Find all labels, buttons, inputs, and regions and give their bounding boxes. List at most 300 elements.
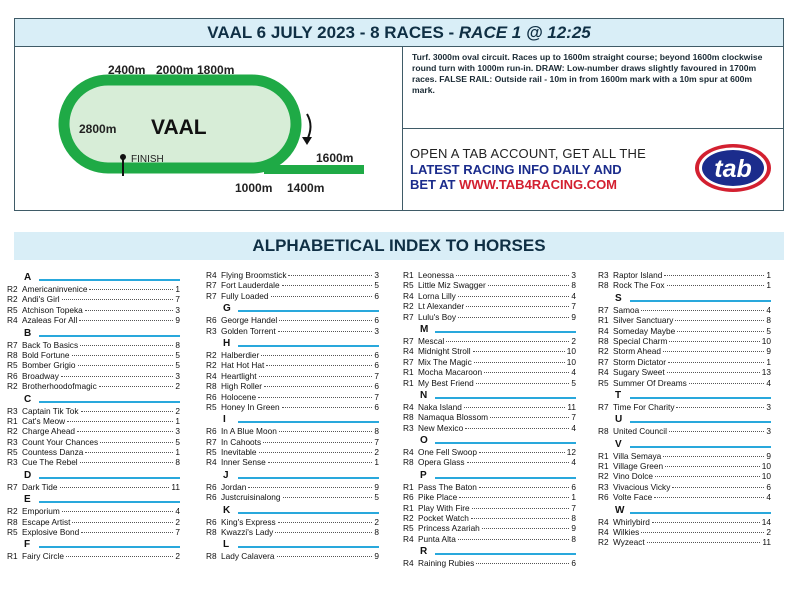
horse-number: 10 — [761, 461, 771, 472]
dot-leader — [667, 285, 765, 286]
index-title: ALPHABETICAL INDEX TO HORSES — [14, 232, 784, 260]
race-number: R6 — [206, 426, 217, 437]
tab-logo[interactable] — [693, 142, 773, 194]
race-number: R8 — [598, 426, 609, 437]
dot-leader — [259, 376, 373, 377]
horse-number: 9 — [374, 551, 379, 562]
dot-leader — [275, 532, 372, 533]
race-number: R8 — [403, 412, 414, 423]
tab-logo-text: tab — [714, 155, 752, 183]
dot-leader — [456, 275, 569, 276]
race-number: R5 — [206, 401, 217, 412]
letter-label: J — [223, 469, 229, 481]
dot-leader — [675, 320, 764, 321]
label-1600m: 1600m — [316, 151, 354, 165]
promo-url[interactable]: WWW.TAB4RACING.COM — [459, 177, 618, 192]
letter-divider — [630, 446, 771, 448]
race-number: R3 — [7, 436, 18, 447]
horse-entry — [598, 326, 771, 336]
dot-leader — [80, 345, 173, 346]
horse-number: 8 — [571, 513, 576, 524]
race-number: R4 — [206, 270, 217, 280]
dot-leader — [664, 275, 764, 276]
letter-label: R — [420, 546, 428, 558]
horse-number: 4 — [766, 304, 771, 315]
horse-entry — [598, 482, 771, 492]
horse-entry — [403, 523, 576, 533]
horse-name: Mix The Magic — [418, 356, 472, 367]
horse-entry — [403, 336, 576, 346]
letter-heading — [403, 435, 576, 446]
race-number: R8 — [7, 516, 18, 527]
horse-number: 5 — [766, 325, 771, 336]
horse-entry — [598, 461, 771, 471]
dot-leader — [282, 285, 373, 286]
horse-number: 14 — [761, 516, 771, 527]
dot-leader — [79, 320, 173, 321]
race-number: R5 — [598, 377, 609, 388]
race-number: R7 — [206, 290, 217, 301]
race-number: R1 — [7, 415, 18, 426]
letter-heading — [7, 539, 180, 550]
race-number: R3 — [7, 405, 18, 416]
horse-number: 2 — [175, 516, 180, 527]
horse-name: Cue The Rebel — [22, 457, 78, 468]
horse-entry — [403, 534, 576, 544]
dot-leader — [466, 306, 569, 307]
horse-number: 5 — [571, 377, 576, 388]
dot-leader — [278, 331, 373, 332]
dot-leader — [81, 532, 173, 533]
dot-leader — [263, 442, 372, 443]
horse-number: 6 — [374, 381, 379, 392]
letter-label: E — [24, 494, 31, 506]
letter-heading — [7, 394, 180, 405]
letter-divider — [630, 300, 771, 302]
letter-heading — [403, 390, 576, 401]
horse-entry — [403, 513, 576, 523]
race-number: R8 — [206, 381, 217, 392]
horse-entry — [206, 360, 379, 370]
horse-name: Vino Dolce — [613, 471, 653, 482]
letter-heading — [206, 470, 379, 481]
horse-entry — [7, 371, 180, 381]
horse-entry — [7, 426, 180, 436]
letter-divider — [630, 512, 771, 514]
letter-label: P — [420, 469, 427, 481]
letter-divider — [630, 397, 771, 399]
dot-leader — [472, 508, 570, 509]
dot-leader — [258, 397, 372, 398]
horse-name: Whirlybird — [613, 516, 650, 527]
dot-leader — [482, 528, 570, 529]
index-column-4 — [598, 270, 771, 548]
horse-entry — [403, 270, 576, 280]
horse-name: In Cahoots — [221, 436, 262, 447]
letter-heading — [598, 293, 771, 304]
label-2400m: 2400m — [108, 63, 146, 77]
dot-leader — [465, 428, 569, 429]
race-number: R5 — [7, 527, 18, 538]
horse-number: 1 — [571, 492, 576, 503]
horse-number: 9 — [571, 311, 576, 322]
race-number: R2 — [7, 294, 18, 305]
dot-leader — [476, 563, 569, 564]
horse-name: Inner Sense — [221, 457, 266, 468]
horse-name: Storm Ahead — [613, 346, 661, 357]
race-number: R6 — [403, 492, 414, 503]
horse-name: Fully Loaded — [221, 290, 269, 301]
horse-entry — [598, 270, 771, 280]
horse-entry — [403, 346, 576, 356]
horse-name: Someday Maybe — [613, 325, 676, 336]
horse-number: 5 — [175, 349, 180, 360]
letter-heading — [206, 303, 379, 314]
letter-divider — [435, 442, 576, 444]
letter-divider — [39, 279, 180, 281]
horse-entry — [7, 447, 180, 457]
horse-name: Play With Fire — [418, 502, 470, 513]
letter-label: V — [615, 438, 622, 450]
dot-leader — [277, 556, 373, 557]
dot-leader — [85, 452, 173, 453]
letter-label: K — [223, 504, 231, 516]
horse-name: High Roller — [221, 381, 263, 392]
horse-name: Explosive Bond — [22, 527, 80, 538]
horse-name: Count Your Chances — [22, 436, 99, 447]
horse-entry — [206, 381, 379, 391]
dot-leader — [458, 539, 570, 540]
letter-label: H — [223, 337, 231, 349]
dot-leader — [268, 462, 373, 463]
horse-name: Rock The Fox — [613, 280, 665, 291]
race-number: R4 — [206, 370, 217, 381]
horse-name: Punta Alta — [418, 533, 456, 544]
race-number: R4 — [403, 290, 414, 301]
letter-label: D — [24, 469, 32, 481]
horse-entry — [7, 482, 180, 492]
race-number: R4 — [598, 516, 609, 527]
horse-entry — [7, 437, 180, 447]
race-number: R1 — [7, 551, 18, 562]
horse-entry — [206, 392, 379, 402]
race-number: R6 — [598, 492, 609, 503]
label-1000m: 1000m — [235, 181, 273, 195]
horse-number: 3 — [571, 270, 576, 280]
horse-entry — [598, 517, 771, 527]
horse-name: Americaninvenice — [22, 284, 88, 294]
index-column-2 — [206, 270, 379, 562]
letter-divider — [39, 401, 180, 403]
horse-number: 2 — [766, 527, 771, 538]
race-number: R8 — [206, 551, 217, 562]
race-number: R6 — [206, 481, 217, 492]
horse-entry — [7, 527, 180, 537]
horse-name: Villa Semaya — [613, 450, 662, 461]
letter-label: W — [615, 504, 625, 516]
horse-name: Wilkies — [613, 527, 640, 538]
horse-name: Midnight Stroll — [418, 346, 471, 357]
direction-arrow — [307, 114, 311, 140]
horse-number: 10 — [761, 471, 771, 482]
horse-entry — [7, 360, 180, 370]
horse-entry — [403, 492, 576, 502]
horse-entry — [206, 426, 379, 436]
horse-name: King's Express — [221, 516, 276, 527]
race-number: R8 — [598, 335, 609, 346]
race-number: R2 — [206, 360, 217, 371]
label-2000m: 2000m — [156, 63, 194, 77]
horse-name: Escape Artist — [22, 516, 71, 527]
race-number: R6 — [7, 370, 18, 381]
horse-number: 6 — [374, 349, 379, 360]
horse-number: 5 — [374, 492, 379, 503]
horse-name: Pocket Watch — [418, 513, 469, 524]
horse-entry — [206, 371, 379, 381]
letter-divider — [238, 345, 379, 347]
horse-name: Little Miz Swagger — [418, 280, 486, 291]
dot-leader — [80, 462, 174, 463]
horse-number: 11 — [567, 401, 576, 412]
dot-leader — [282, 407, 373, 408]
horse-entry — [206, 457, 379, 467]
horse-number: 2 — [175, 381, 180, 392]
dot-leader — [689, 383, 765, 384]
horse-number: 8 — [374, 527, 379, 538]
horse-number: 6 — [374, 290, 379, 301]
letter-divider — [39, 546, 180, 548]
letter-heading — [206, 414, 379, 425]
race-number: R8 — [403, 457, 414, 468]
race-number: R5 — [403, 523, 414, 534]
horse-name: Pass The Baton — [418, 481, 477, 492]
track-name: VAAL — [151, 116, 207, 139]
horse-number: 10 — [761, 335, 771, 346]
horse-name: Samoa — [613, 304, 640, 315]
dot-leader — [279, 320, 372, 321]
dot-leader — [278, 522, 373, 523]
letter-heading — [598, 414, 771, 425]
horse-number: 7 — [571, 301, 576, 312]
horse-number: 6 — [571, 558, 576, 569]
letter-divider — [435, 477, 576, 479]
horse-name: Golden Torrent — [221, 325, 276, 336]
horse-name: Broadway — [22, 370, 59, 381]
horse-name: Cat's Meow — [22, 415, 66, 426]
horse-entry — [206, 315, 379, 325]
letter-label: N — [420, 389, 428, 401]
dot-leader — [654, 497, 764, 498]
race-number: R5 — [206, 447, 217, 458]
letter-label: B — [24, 327, 32, 339]
horse-number: 6 — [766, 481, 771, 492]
horse-name: One Fell Swoop — [418, 447, 478, 458]
horse-number: 9 — [766, 450, 771, 461]
horse-number: 7 — [374, 436, 379, 447]
label-1400m: 1400m — [287, 181, 325, 195]
horse-number: 11 — [171, 481, 180, 492]
race-number: R1 — [598, 450, 609, 461]
horse-name: Leonessa — [418, 270, 454, 280]
horse-entry — [598, 492, 771, 502]
horse-entry — [403, 312, 576, 322]
race-number: R2 — [7, 426, 18, 437]
dot-leader — [667, 372, 760, 373]
race-number: R1 — [403, 270, 414, 280]
horse-name: Naka Island — [418, 401, 462, 412]
horse-name: Atchison Topeka — [22, 304, 83, 315]
letter-heading — [206, 539, 379, 550]
dot-leader — [677, 331, 764, 332]
dot-leader — [261, 355, 372, 356]
race-number: R4 — [403, 447, 414, 458]
horse-entry — [598, 378, 771, 388]
horse-number: 3 — [766, 401, 771, 412]
horse-entry — [206, 437, 379, 447]
letter-divider — [238, 310, 379, 312]
race-number: R6 — [206, 516, 217, 527]
race-number: R4 — [598, 325, 609, 336]
dot-leader — [672, 487, 764, 488]
dot-leader — [99, 386, 174, 387]
horse-number: 2 — [374, 516, 379, 527]
horse-number: 8 — [175, 457, 180, 468]
horse-number: 3 — [175, 426, 180, 437]
horse-number: 1 — [175, 447, 180, 458]
dot-leader — [479, 487, 569, 488]
letter-label: S — [615, 292, 622, 304]
dot-leader — [476, 383, 570, 384]
race-number: R2 — [206, 349, 217, 360]
tab-promo[interactable] — [402, 129, 783, 210]
horse-number: 9 — [175, 315, 180, 326]
horse-number: 7 — [571, 412, 576, 423]
race-number: R3 — [206, 325, 217, 336]
dot-leader — [446, 341, 569, 342]
race-number: R7 — [206, 280, 217, 291]
horse-number: 2 — [374, 447, 379, 458]
horse-entry — [403, 558, 576, 568]
horse-entry — [7, 315, 180, 325]
track-diagram — [15, 46, 401, 210]
straight-course — [264, 165, 364, 174]
horse-name: Village Green — [613, 461, 664, 472]
dot-leader — [62, 299, 174, 300]
label-2800m: 2800m — [79, 122, 117, 136]
horse-entry — [598, 426, 771, 436]
race-number: R2 — [7, 381, 18, 392]
title-race: RACE 1 @ 12:25 — [458, 23, 591, 42]
dot-leader — [60, 487, 170, 488]
horse-name: Flying Broomstick — [221, 270, 287, 280]
race-number: R4 — [403, 558, 414, 569]
horse-entry — [598, 451, 771, 461]
race-number: R2 — [403, 513, 414, 524]
horse-name: My Best Friend — [418, 377, 474, 388]
letter-divider — [39, 335, 180, 337]
horse-number: 5 — [374, 280, 379, 291]
race-number: R1 — [403, 367, 414, 378]
letter-heading — [598, 390, 771, 401]
letter-label: U — [615, 414, 623, 426]
horse-name: Lulu's Boy — [418, 311, 457, 322]
horse-entry — [403, 402, 576, 412]
horse-entry — [7, 406, 180, 416]
horse-name: Back To Basics — [22, 339, 79, 350]
letter-divider — [39, 501, 180, 503]
horse-entry — [598, 305, 771, 315]
horse-name: Justcruisinalong — [221, 492, 281, 503]
index-column-3 — [403, 270, 576, 569]
letter-label: M — [420, 323, 429, 335]
dot-leader — [266, 365, 372, 366]
horse-number: 11 — [762, 537, 771, 548]
horse-number: 4 — [571, 457, 576, 468]
letter-heading — [403, 470, 576, 481]
horse-number: 2 — [175, 551, 180, 562]
horse-entry — [7, 350, 180, 360]
race-number: R3 — [598, 270, 609, 280]
horse-name: Hat Hot Hat — [221, 360, 265, 371]
horse-name: Heartlight — [221, 370, 257, 381]
horse-number: 3 — [374, 325, 379, 336]
horse-number: 6 — [374, 315, 379, 326]
race-number: R7 — [7, 339, 18, 350]
finish-dot — [120, 154, 126, 160]
race-number: R1 — [403, 481, 414, 492]
horse-entry — [598, 471, 771, 481]
horse-number: 10 — [566, 346, 576, 357]
letter-label: C — [24, 393, 32, 405]
horse-number: 5 — [175, 360, 180, 371]
dot-leader — [652, 522, 760, 523]
dot-leader — [665, 466, 760, 467]
dot-leader — [259, 452, 373, 453]
promo-text — [410, 146, 680, 193]
race-number: R7 — [403, 311, 414, 322]
horse-name: Honey In Green — [221, 401, 280, 412]
horse-name: Summer Of Dreams — [613, 377, 687, 388]
horse-entry — [598, 315, 771, 325]
horse-name: Bomber Grigio — [22, 360, 76, 371]
horse-name: Sugary Sweet — [613, 367, 665, 378]
horse-entry — [206, 280, 379, 290]
race-number: R2 — [598, 537, 609, 548]
horse-name: Raining Rubies — [418, 558, 475, 569]
dot-leader — [288, 275, 372, 276]
letter-heading — [7, 272, 180, 283]
dot-leader — [474, 362, 565, 363]
dot-leader — [490, 417, 569, 418]
label-finish: FINISH — [131, 154, 164, 165]
race-number: R4 — [403, 533, 414, 544]
horse-number: 1 — [766, 280, 771, 291]
race-number: R7 — [598, 356, 609, 367]
race-number: R8 — [206, 527, 217, 538]
race-info-panel — [14, 18, 784, 211]
horse-entry — [403, 378, 576, 388]
dot-leader — [467, 462, 570, 463]
dot-leader — [655, 476, 760, 477]
horse-number: 1 — [175, 284, 180, 294]
letter-divider — [435, 331, 576, 333]
letter-heading — [7, 328, 180, 339]
horse-entry — [206, 447, 379, 457]
race-number: R5 — [403, 280, 414, 291]
race-number: R4 — [7, 315, 18, 326]
horse-name: Fairy Circle — [22, 551, 64, 562]
promo-line-1: OPEN A TAB ACCOUNT, GET ALL THE — [410, 146, 646, 161]
